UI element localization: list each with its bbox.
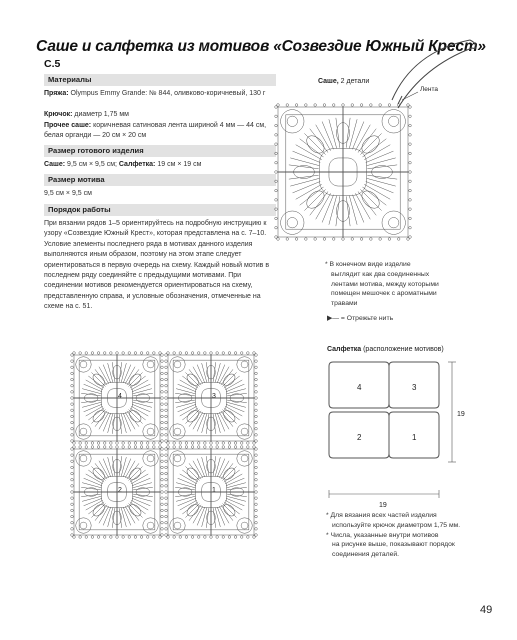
layout-cell-label-1: 1 bbox=[412, 433, 417, 442]
yarn-label: Пряжа: bbox=[44, 90, 69, 97]
layout-cell-label-4: 4 bbox=[357, 383, 362, 392]
page-title: Саше и салфетка из мотивов «Созвездие Южный Крест» bbox=[36, 38, 486, 55]
napkin-note-5: соединения деталей. bbox=[332, 551, 400, 559]
other-label: Прочее саше: bbox=[44, 122, 92, 129]
sachet-note-line-4: помещен мешочек с ароматными bbox=[331, 290, 437, 298]
layout-cell-label-2: 2 bbox=[357, 433, 362, 442]
sachet-label-rest: 2 детали bbox=[340, 78, 370, 85]
other-text: коричневая сатиновая лента шириной 4 мм — 44 см, белая органди — 20 см × 20 см bbox=[44, 122, 267, 140]
napkin-note-3: * Числа, указанные внутри мотивов bbox=[326, 531, 439, 539]
motif-number-4: 4 bbox=[118, 393, 122, 400]
cut-thread-text: = Отрежьте нить bbox=[340, 315, 394, 322]
pattern-reference: С.5 bbox=[44, 58, 61, 70]
yarn-text: Olympus Emmy Grande: № 844, оливково-коричневый, 130 г bbox=[70, 90, 266, 97]
sachet-size-label: Саше: bbox=[44, 161, 66, 168]
layout-cell-label-3: 3 bbox=[412, 383, 417, 392]
napkin-size-label: Салфетка: bbox=[118, 161, 156, 168]
sachet-note-line-5: травами bbox=[331, 300, 358, 308]
napkin-label-rest: (расположение мотивов) bbox=[363, 346, 444, 353]
sachet-size-text: 9,5 см × 9,5 см; bbox=[67, 161, 117, 168]
napkin-note-4: на рисунке выше, показывают порядок bbox=[332, 541, 455, 549]
sachet-label-bold: Саше, bbox=[318, 78, 339, 85]
sachet-note-line-1: * В конечном виде изделие bbox=[325, 261, 411, 268]
hook-label: Крючок: bbox=[44, 111, 73, 118]
hook-text: диаметр 1,75 мм bbox=[74, 111, 129, 118]
sachet-motif-diagram bbox=[275, 104, 412, 241]
motif-number-3: 3 bbox=[212, 393, 216, 400]
layout-dim-side: 19 bbox=[457, 411, 465, 418]
sachet-note-line-2: выглядит как два соединенных bbox=[331, 270, 430, 278]
ribbon-drawing bbox=[392, 40, 476, 108]
napkin-note-2: используйте крючок диаметром 1,75 мм. bbox=[332, 521, 461, 529]
motif-number-1: 1 bbox=[212, 487, 216, 494]
cut-thread-icon: ▶— bbox=[327, 315, 340, 322]
order-text: При вязании рядов 1–5 ориентируйтесь на подробную инструкцию к узору «Созвездие Южный Крест», которая представлена на с. 7–10. Условие элементы последнего ряда в мотивах данного изделия выполняются иным образом, поэтому на этом этапе следует ориентироваться в первую очередь на схему. Каждый новый мотив в последнем ряду соединяйте с предыдущими мотивами. При соединении мотивов рекомендуется ориентироваться на схему, представленную справа, и условные обозначения, отмеченные на схеме на с. 51. bbox=[44, 220, 270, 311]
napkin-note-1: * Для вязания всех частей изделия bbox=[326, 512, 437, 519]
motif-number-2: 2 bbox=[118, 487, 122, 494]
napkin-size-text: 19 см × 19 см bbox=[157, 161, 202, 168]
napkin-motifs-diagram bbox=[71, 352, 258, 539]
napkin-layout-scheme bbox=[329, 362, 456, 498]
ribbon-label: Лента bbox=[420, 86, 438, 93]
ribbon-pointer bbox=[402, 92, 418, 100]
napkin-label-bold: Салфетка bbox=[327, 346, 362, 353]
order-heading: Порядок работы bbox=[44, 204, 276, 216]
materials-heading: Материалы bbox=[44, 74, 276, 86]
page-number: 49 bbox=[480, 604, 493, 616]
motif-size-text: 9,5 см × 9,5 см bbox=[44, 190, 92, 197]
motif-size-heading: Размер мотива bbox=[44, 174, 276, 186]
size-heading: Размер готового изделия bbox=[44, 145, 276, 157]
sachet-note-line-3: лентами мотива, между которыми bbox=[331, 280, 439, 288]
layout-dim-bottom: 19 bbox=[379, 502, 387, 509]
